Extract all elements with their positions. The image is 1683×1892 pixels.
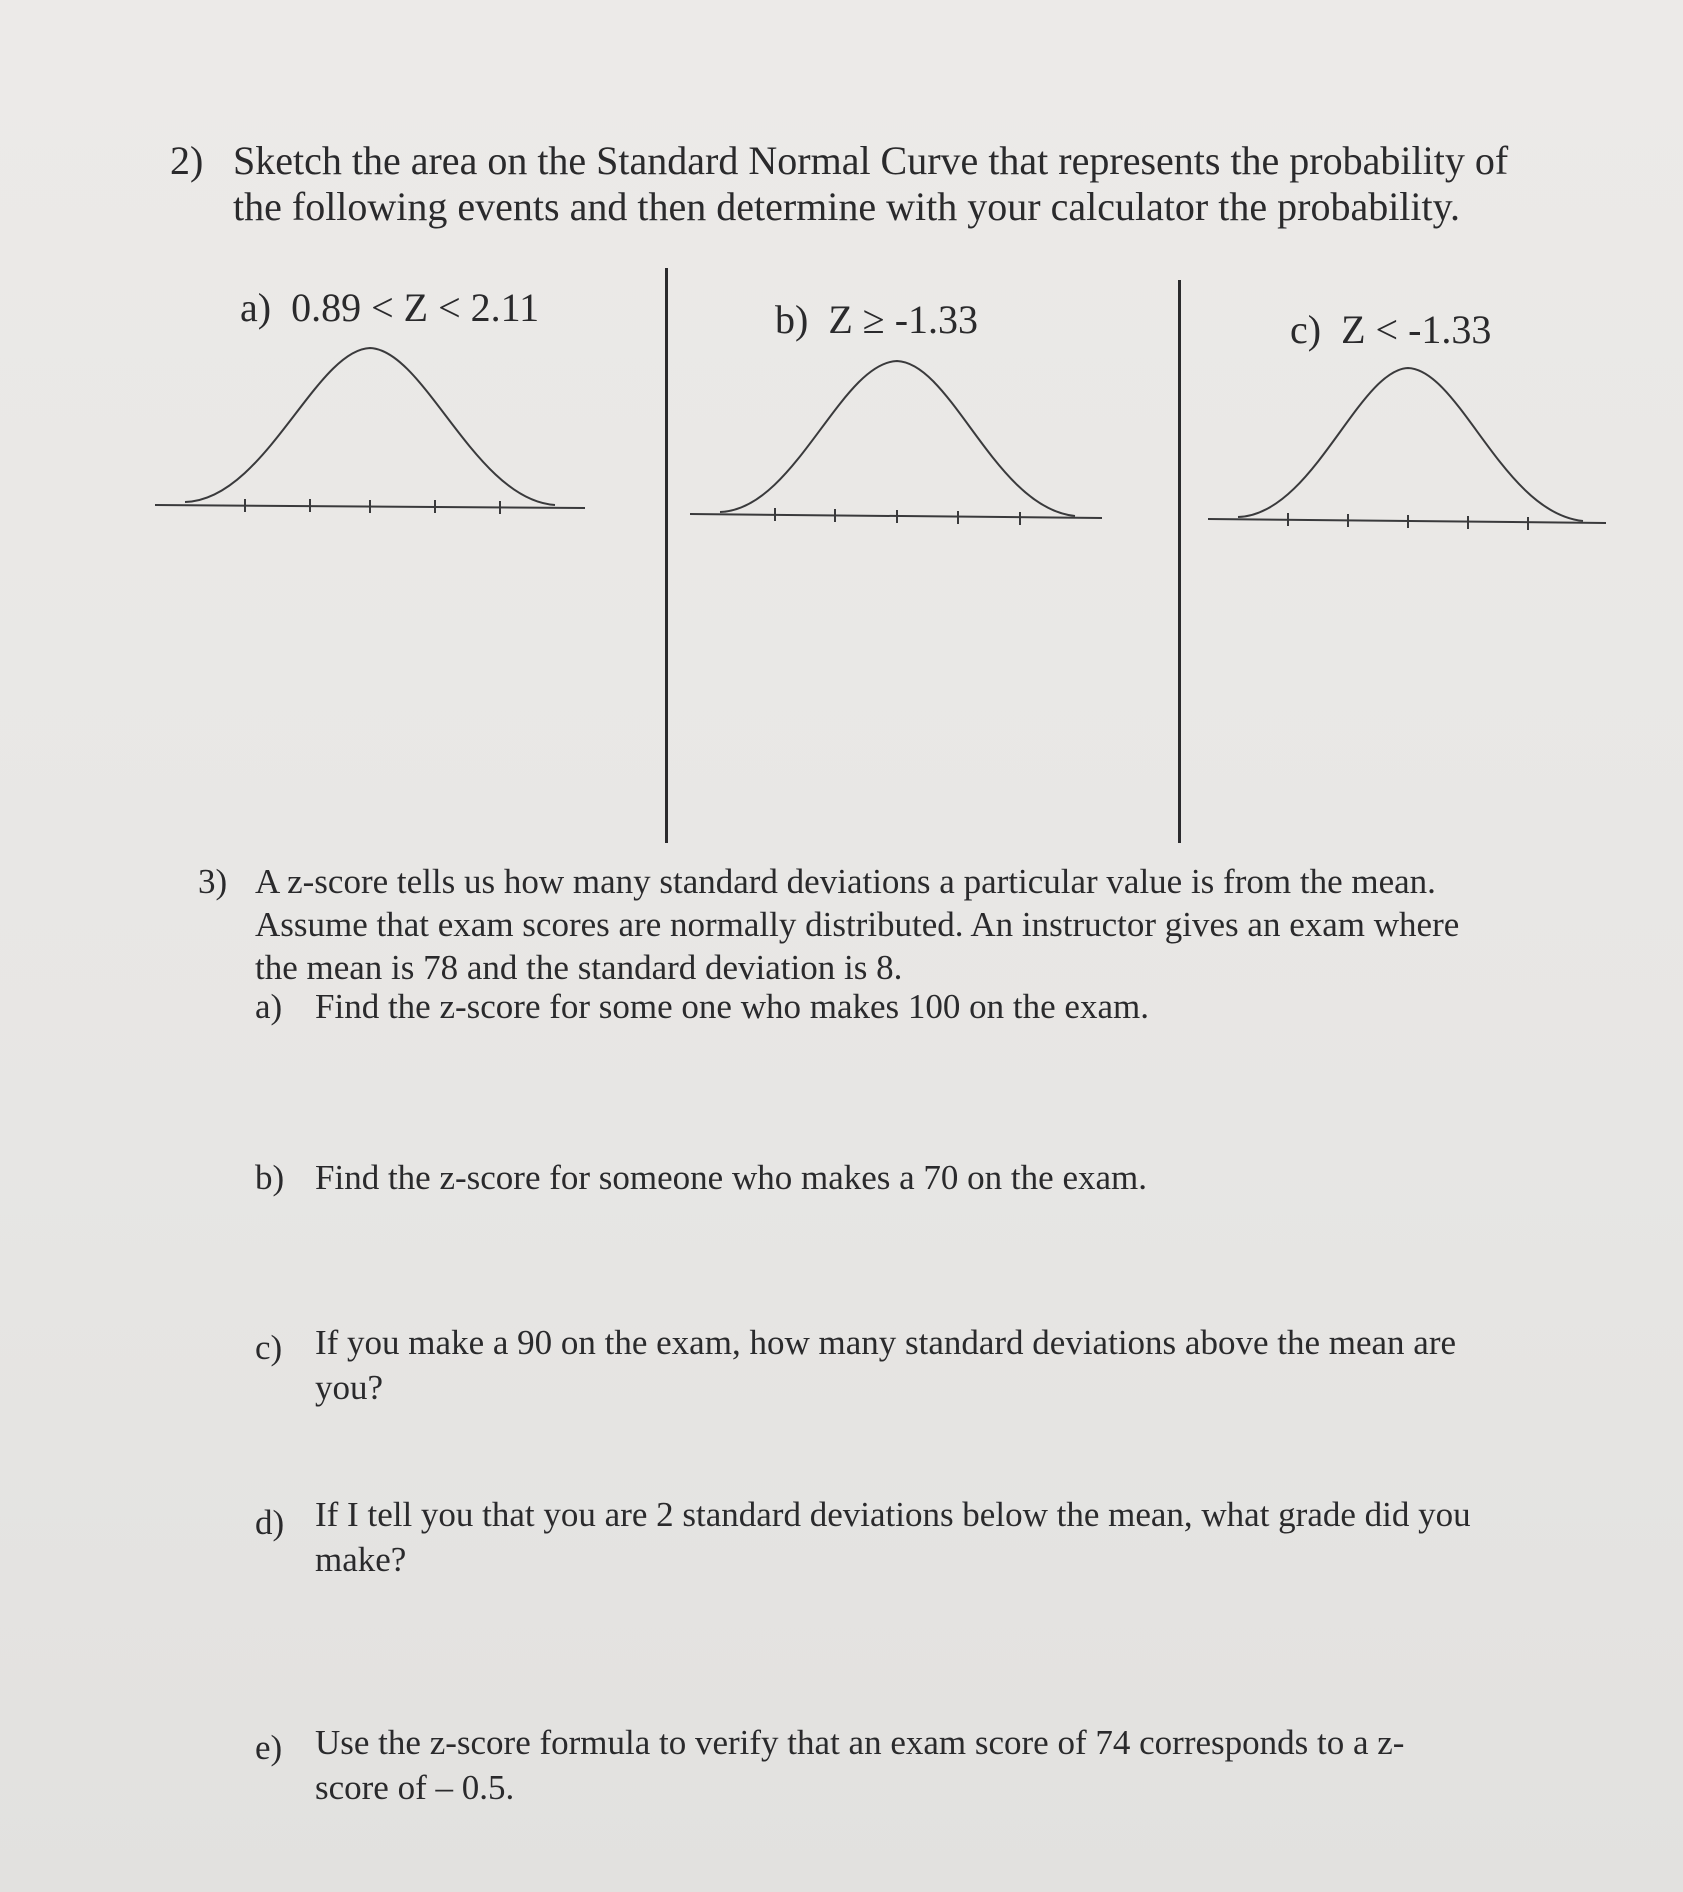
q3-part-e-letter: e) xyxy=(255,1728,283,1767)
part-a-expression: 0.89 < Z < 2.11 xyxy=(291,285,540,330)
normal-curve-c xyxy=(1208,365,1606,535)
divider-line-left xyxy=(665,268,668,843)
question-3-number: 3) xyxy=(198,862,228,901)
q3-part-c-text: If you make a 90 on the exam, how many standard deviations above the mean are you? xyxy=(315,1323,1457,1407)
q3-part-c-letter: c) xyxy=(255,1328,283,1367)
q3-part-d-letter: d) xyxy=(255,1503,285,1542)
part-a-label xyxy=(240,285,539,331)
question-3-intro: A z-score tells us how many standard deviations a particular value is from the mean. Assume that exam scores are normally distributed. An instructor gives an exam where the mean is 78 and the standard deviation is 8. xyxy=(255,862,1460,987)
question-2-number: 2) xyxy=(170,138,204,183)
part-c-expression: Z < -1.33 xyxy=(1341,307,1492,352)
normal-curve-a-bell xyxy=(185,348,555,505)
part-b-label xyxy=(775,297,978,343)
part-a-letter: a) xyxy=(240,285,272,330)
q3-part-e-text: Use the z-score formula to verify that an exam score of 74 corresponds to a z-score of – 0.5. xyxy=(315,1723,1405,1807)
q3-part-d-text: If I tell you that you are 2 standard deviations below the mean, what grade did you make? xyxy=(315,1495,1471,1579)
part-c-label xyxy=(1290,307,1491,353)
normal-curve-c-bell xyxy=(1238,368,1583,521)
divider-line-right xyxy=(1178,280,1181,843)
normal-curve-a xyxy=(155,340,585,520)
question-2-text: Sketch the area on the Standard Normal Curve that represents the probability of the following events and then determine with your calculator the probability. xyxy=(233,138,1509,229)
q3-part-a-letter: a) xyxy=(255,987,283,1026)
q3-part-a-text: Find the z-score for some one who makes 100 on the exam. xyxy=(315,987,1149,1026)
part-c-letter: c) xyxy=(1290,307,1322,352)
part-b-expression: Z ≥ -1.33 xyxy=(828,297,979,342)
part-b-letter: b) xyxy=(775,297,809,342)
normal-curve-b-bell xyxy=(720,361,1075,516)
q3-part-b-text: Find the z-score for someone who makes a 70 on the exam. xyxy=(315,1158,1147,1197)
q3-part-b-letter: b) xyxy=(255,1158,285,1197)
normal-curve-b xyxy=(690,358,1102,528)
